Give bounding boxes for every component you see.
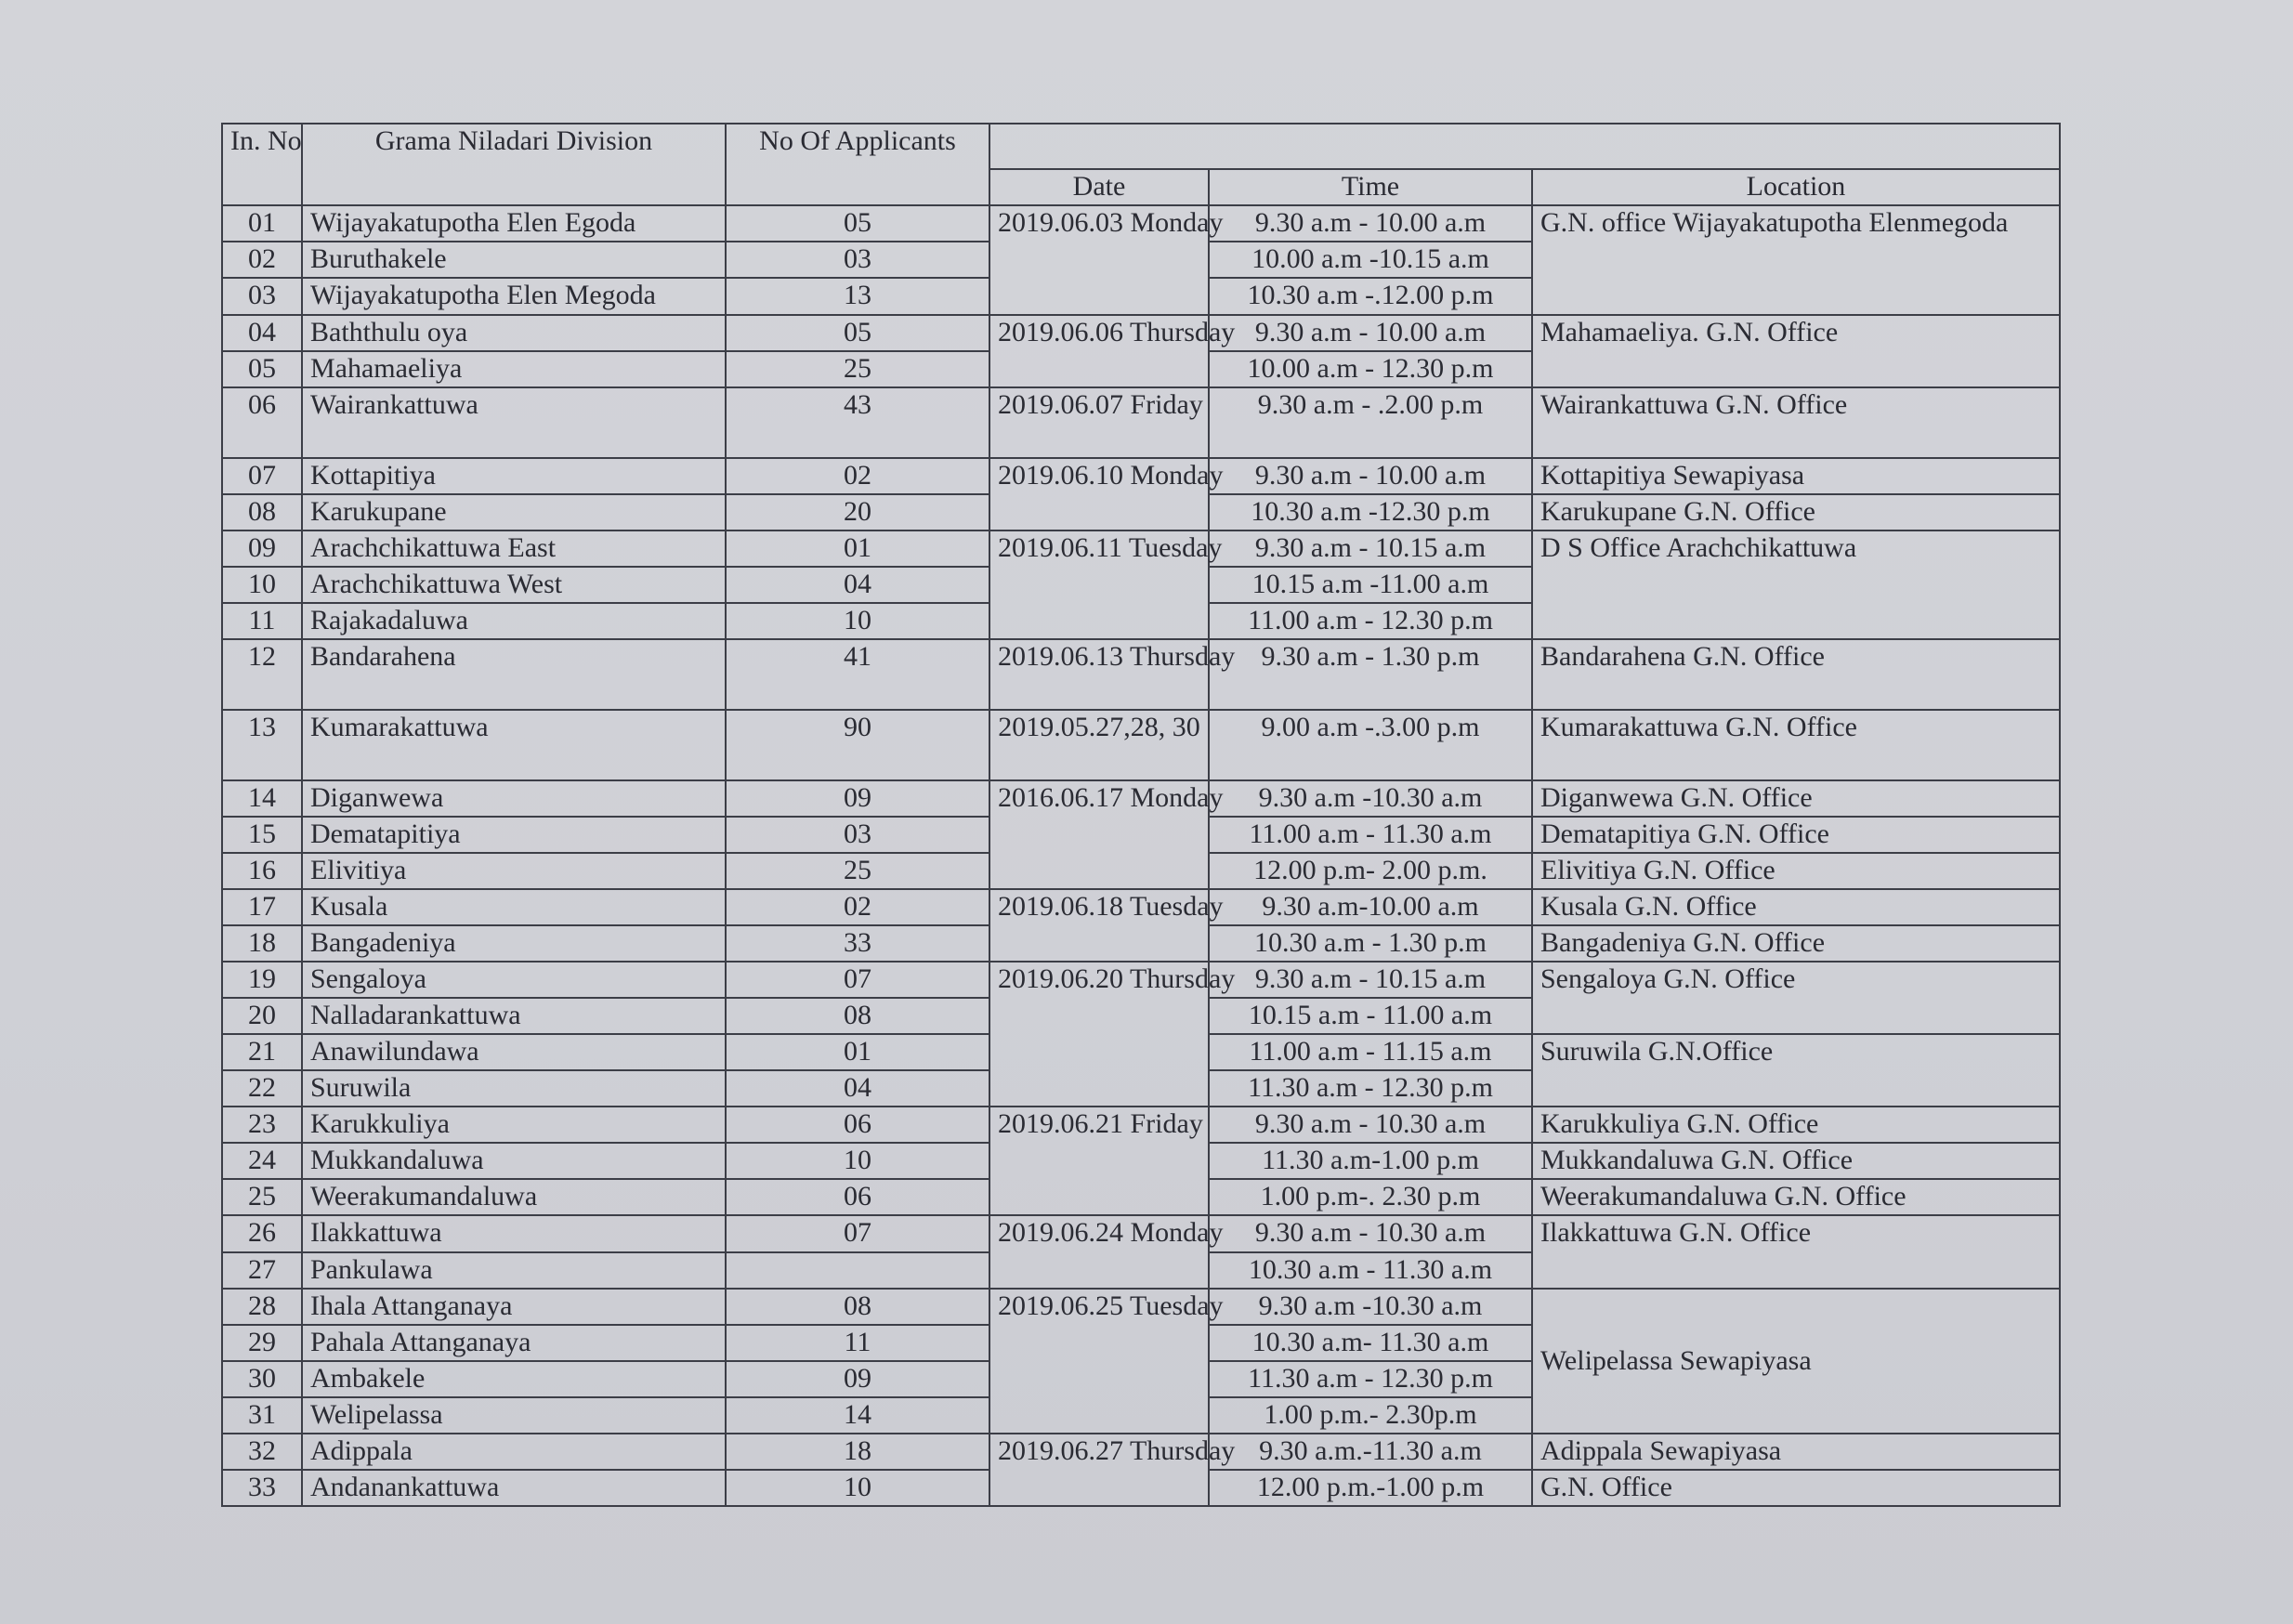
time-slot: 10.00 a.m - 12.30 p.m — [1209, 351, 1532, 387]
location-cell: Suruwila G.N.Office — [1532, 1034, 2060, 1107]
applicant-count: 08 — [726, 1289, 989, 1325]
time-slot: 11.30 a.m - 12.30 p.m — [1209, 1070, 1532, 1107]
applicant-count: 07 — [726, 962, 989, 998]
row-number: 04 — [222, 315, 302, 351]
applicant-count: 33 — [726, 925, 989, 962]
table-row — [222, 1107, 2060, 1143]
date-cell: 2019.05.27,28, 30 — [989, 710, 1209, 780]
row-number: 30 — [222, 1361, 302, 1397]
applicant-count: 09 — [726, 1361, 989, 1397]
applicant-count: 90 — [726, 710, 989, 780]
header-date: Date — [989, 169, 1209, 205]
location-cell: Kumarakattuwa G.N. Office — [1532, 710, 2060, 780]
applicant-count: 06 — [726, 1179, 989, 1215]
row-number: 05 — [222, 351, 302, 387]
row-number: 32 — [222, 1434, 302, 1470]
applicant-count: 03 — [726, 242, 989, 278]
division-name: Sengaloya — [302, 962, 726, 998]
location-cell: Bangadeniya G.N. Office — [1532, 925, 2060, 962]
schedule-table-body — [222, 124, 2060, 1506]
date-cell: 2016.06.17 Monday — [989, 780, 1209, 889]
time-slot: 9.30 a.m - 1.30 p.m — [1209, 639, 1532, 710]
date-cell: 2019.06.25 Tuesday — [989, 1289, 1209, 1434]
applicant-count: 25 — [726, 853, 989, 889]
table-row — [222, 315, 2060, 351]
time-slot: 1.00 p.m-. 2.30 p.m — [1209, 1179, 1532, 1215]
table-row — [222, 962, 2060, 998]
row-number: 02 — [222, 242, 302, 278]
time-slot: 9.30 a.m - 10.00 a.m — [1209, 205, 1532, 242]
header-time: Time — [1209, 169, 1532, 205]
time-slot: 9.30 a.m - 10.00 a.m — [1209, 458, 1532, 494]
row-number: 06 — [222, 387, 302, 458]
row-number: 18 — [222, 925, 302, 962]
location-cell: Bandarahena G.N. Office — [1532, 639, 2060, 710]
date-cell: 2019.06.24 Monday — [989, 1215, 1209, 1288]
applicant-count: 20 — [726, 494, 989, 530]
table-row — [222, 710, 2060, 780]
applicant-count: 08 — [726, 998, 989, 1034]
location-cell: Wairankattuwa G.N. Office — [1532, 387, 2060, 458]
date-cell: 2019.06.03 Monday — [989, 205, 1209, 314]
date-cell: 2019.06.06 Thursday — [989, 315, 1209, 387]
division-name: Wairankattuwa — [302, 387, 726, 458]
applicant-count: 18 — [726, 1434, 989, 1470]
location-cell: Karukkuliya G.N. Office — [1532, 1107, 2060, 1143]
applicant-count: 25 — [726, 351, 989, 387]
header-location: Location — [1532, 169, 2060, 205]
table-row — [222, 639, 2060, 710]
time-slot: 9.30 a.m - 10.30 a.m — [1209, 1107, 1532, 1143]
division-name: Adippala — [302, 1434, 726, 1470]
applicant-count: 02 — [726, 889, 989, 925]
location-cell: Diganwewa G.N. Office — [1532, 780, 2060, 817]
division-name: Weerakumandaluwa — [302, 1179, 726, 1215]
division-name: Buruthakele — [302, 242, 726, 278]
location-cell: Adippala Sewapiyasa — [1532, 1434, 2060, 1470]
row-number: 19 — [222, 962, 302, 998]
division-name: Kumarakattuwa — [302, 710, 726, 780]
schedule-table-frame — [221, 123, 2059, 1507]
row-number: 25 — [222, 1179, 302, 1215]
location-cell: Elivitiya G.N. Office — [1532, 853, 2060, 889]
location-cell: Mukkandaluwa G.N. Office — [1532, 1143, 2060, 1179]
division-name: Dematapitiya — [302, 817, 726, 853]
time-slot: 10.30 a.m - 11.30 a.m — [1209, 1252, 1532, 1289]
time-slot: 1.00 p.m.- 2.30p.m — [1209, 1397, 1532, 1434]
location-cell: G.N. Office — [1532, 1470, 2060, 1506]
row-number: 29 — [222, 1325, 302, 1361]
row-number: 08 — [222, 494, 302, 530]
division-name: Arachchikattuwa East — [302, 530, 726, 567]
row-number: 24 — [222, 1143, 302, 1179]
date-cell: 2019.06.18 Tuesday — [989, 889, 1209, 962]
applicant-count: 05 — [726, 315, 989, 351]
division-name: Rajakadaluwa — [302, 603, 726, 639]
division-name: Kottapitiya — [302, 458, 726, 494]
row-number: 10 — [222, 567, 302, 603]
time-slot: 9.30 a.m - 10.00 a.m — [1209, 315, 1532, 351]
header-in-no: In. No — [222, 124, 302, 205]
time-slot: 10.30 a.m -12.30 p.m — [1209, 494, 1532, 530]
date-cell: 2019.06.21 Friday — [989, 1107, 1209, 1215]
location-cell: G.N. office Wijayakatupotha Elenmegoda — [1532, 205, 2060, 314]
row-number: 14 — [222, 780, 302, 817]
time-slot: 9.30 a.m - 10.15 a.m — [1209, 962, 1532, 998]
time-slot: 11.30 a.m-1.00 p.m — [1209, 1143, 1532, 1179]
applicant-count: 10 — [726, 1470, 989, 1506]
row-number: 17 — [222, 889, 302, 925]
row-number: 28 — [222, 1289, 302, 1325]
row-number: 31 — [222, 1397, 302, 1434]
applicant-count: 06 — [726, 1107, 989, 1143]
table-row — [222, 1434, 2060, 1470]
time-slot: 9.30 a.m -10.30 a.m — [1209, 780, 1532, 817]
time-slot: 10.30 a.m- 11.30 a.m — [1209, 1325, 1532, 1361]
division-name: Karukupane — [302, 494, 726, 530]
table-row — [222, 387, 2060, 458]
division-name: Nalladarankattuwa — [302, 998, 726, 1034]
table-row — [222, 889, 2060, 925]
location-cell: Mahamaeliya. G.N. Office — [1532, 315, 2060, 387]
division-name: Bandarahena — [302, 639, 726, 710]
division-name: Kusala — [302, 889, 726, 925]
division-name: Andanankattuwa — [302, 1470, 726, 1506]
table-row — [222, 205, 2060, 242]
header-applicants: No Of Applicants — [726, 124, 989, 205]
time-slot: 12.00 p.m.-1.00 p.m — [1209, 1470, 1532, 1506]
table-row — [222, 458, 2060, 494]
division-name: Arachchikattuwa West — [302, 567, 726, 603]
row-number: 12 — [222, 639, 302, 710]
header-division: Grama Niladari Division — [302, 124, 726, 205]
location-cell: Dematapitiya G.N. Office — [1532, 817, 2060, 853]
applicant-count: 05 — [726, 205, 989, 242]
division-name: Suruwila — [302, 1070, 726, 1107]
location-cell: Welipelassa Sewapiyasa — [1532, 1289, 2060, 1434]
row-number: 03 — [222, 278, 302, 314]
row-number: 16 — [222, 853, 302, 889]
time-slot: 9.30 a.m-10.00 a.m — [1209, 889, 1532, 925]
time-slot: 10.15 a.m - 11.00 a.m — [1209, 998, 1532, 1034]
division-name: Pahala Attanganaya — [302, 1325, 726, 1361]
time-slot: 11.00 a.m - 11.30 a.m — [1209, 817, 1532, 853]
applicant-count: 01 — [726, 530, 989, 567]
time-slot: 10.15 a.m -11.00 a.m — [1209, 567, 1532, 603]
time-slot: 9.30 a.m -10.30 a.m — [1209, 1289, 1532, 1325]
time-slot: 9.30 a.m - .2.00 p.m — [1209, 387, 1532, 458]
division-name: Welipelassa — [302, 1397, 726, 1434]
applicant-count: 04 — [726, 1070, 989, 1107]
date-cell: 2019.06.11 Tuesday — [989, 530, 1209, 639]
time-slot: 9.30 a.m - 10.30 a.m — [1209, 1215, 1532, 1251]
division-name: Elivitiya — [302, 853, 726, 889]
row-number: 22 — [222, 1070, 302, 1107]
applicant-count: 01 — [726, 1034, 989, 1070]
row-number: 33 — [222, 1470, 302, 1506]
applicant-count: 04 — [726, 567, 989, 603]
applicant-count: 11 — [726, 1325, 989, 1361]
date-cell: 2019.06.20 Thursday — [989, 962, 1209, 1107]
time-slot: 11.30 a.m - 12.30 p.m — [1209, 1361, 1532, 1397]
time-slot: 10.00 a.m -10.15 a.m — [1209, 242, 1532, 278]
table-row — [222, 780, 2060, 817]
division-name: Wijayakatupotha Elen Egoda — [302, 205, 726, 242]
row-number: 01 — [222, 205, 302, 242]
applicant-count: 07 — [726, 1215, 989, 1251]
header-blank — [989, 124, 2060, 169]
time-slot: 9.30 a.m - 10.15 a.m — [1209, 530, 1532, 567]
time-slot: 11.00 a.m - 12.30 p.m — [1209, 603, 1532, 639]
row-number: 21 — [222, 1034, 302, 1070]
location-cell: Kusala G.N. Office — [1532, 889, 2060, 925]
date-cell: 2019.06.27 Thursday — [989, 1434, 1209, 1506]
division-name: Wijayakatupotha Elen Megoda — [302, 278, 726, 314]
row-number: 27 — [222, 1252, 302, 1289]
row-number: 09 — [222, 530, 302, 567]
division-name: Ilakkattuwa — [302, 1215, 726, 1251]
applicant-count: 14 — [726, 1397, 989, 1434]
time-slot: 10.30 a.m - 1.30 p.m — [1209, 925, 1532, 962]
date-cell: 2019.06.13 Thursday — [989, 639, 1209, 710]
row-number: 15 — [222, 817, 302, 853]
row-number: 13 — [222, 710, 302, 780]
location-cell: Weerakumandaluwa G.N. Office — [1532, 1179, 2060, 1215]
division-name: Bangadeniya — [302, 925, 726, 962]
row-number: 11 — [222, 603, 302, 639]
time-slot: 9.30 a.m.-11.30 a.m — [1209, 1434, 1532, 1470]
time-slot: 11.00 a.m - 11.15 a.m — [1209, 1034, 1532, 1070]
date-cell: 2019.06.07 Friday — [989, 387, 1209, 458]
date-cell: 2019.06.10 Monday — [989, 458, 1209, 530]
division-name: Mahamaeliya — [302, 351, 726, 387]
location-cell: Sengaloya G.N. Office — [1532, 962, 2060, 1034]
division-name: Ambakele — [302, 1361, 726, 1397]
applicant-count: 02 — [726, 458, 989, 494]
schedule-table — [221, 123, 2061, 1507]
row-number: 26 — [222, 1215, 302, 1251]
applicant-count: 13 — [726, 278, 989, 314]
table-row — [222, 530, 2060, 567]
division-name: Pankulawa — [302, 1252, 726, 1289]
applicant-count — [726, 1252, 989, 1289]
location-cell: D S Office Arachchikattuwa — [1532, 530, 2060, 639]
row-number: 23 — [222, 1107, 302, 1143]
header-row — [222, 124, 2060, 169]
division-name: Mukkandaluwa — [302, 1143, 726, 1179]
location-cell: Kottapitiya Sewapiyasa — [1532, 458, 2060, 494]
applicant-count: 09 — [726, 780, 989, 817]
table-row — [222, 1215, 2060, 1251]
row-number: 20 — [222, 998, 302, 1034]
time-slot: 10.30 a.m -.12.00 p.m — [1209, 278, 1532, 314]
division-name: Baththulu oya — [302, 315, 726, 351]
time-slot: 9.00 a.m -.3.00 p.m — [1209, 710, 1532, 780]
applicant-count: 03 — [726, 817, 989, 853]
location-cell: Karukupane G.N. Office — [1532, 494, 2060, 530]
applicant-count: 10 — [726, 603, 989, 639]
applicant-count: 41 — [726, 639, 989, 710]
location-cell: Ilakkattuwa G.N. Office — [1532, 1215, 2060, 1288]
division-name: Diganwewa — [302, 780, 726, 817]
applicant-count: 10 — [726, 1143, 989, 1179]
row-number: 07 — [222, 458, 302, 494]
time-slot: 12.00 p.m- 2.00 p.m. — [1209, 853, 1532, 889]
division-name: Karukkuliya — [302, 1107, 726, 1143]
division-name: Anawilundawa — [302, 1034, 726, 1070]
applicant-count: 43 — [726, 387, 989, 458]
table-row — [222, 1289, 2060, 1325]
division-name: Ihala Attanganaya — [302, 1289, 726, 1325]
